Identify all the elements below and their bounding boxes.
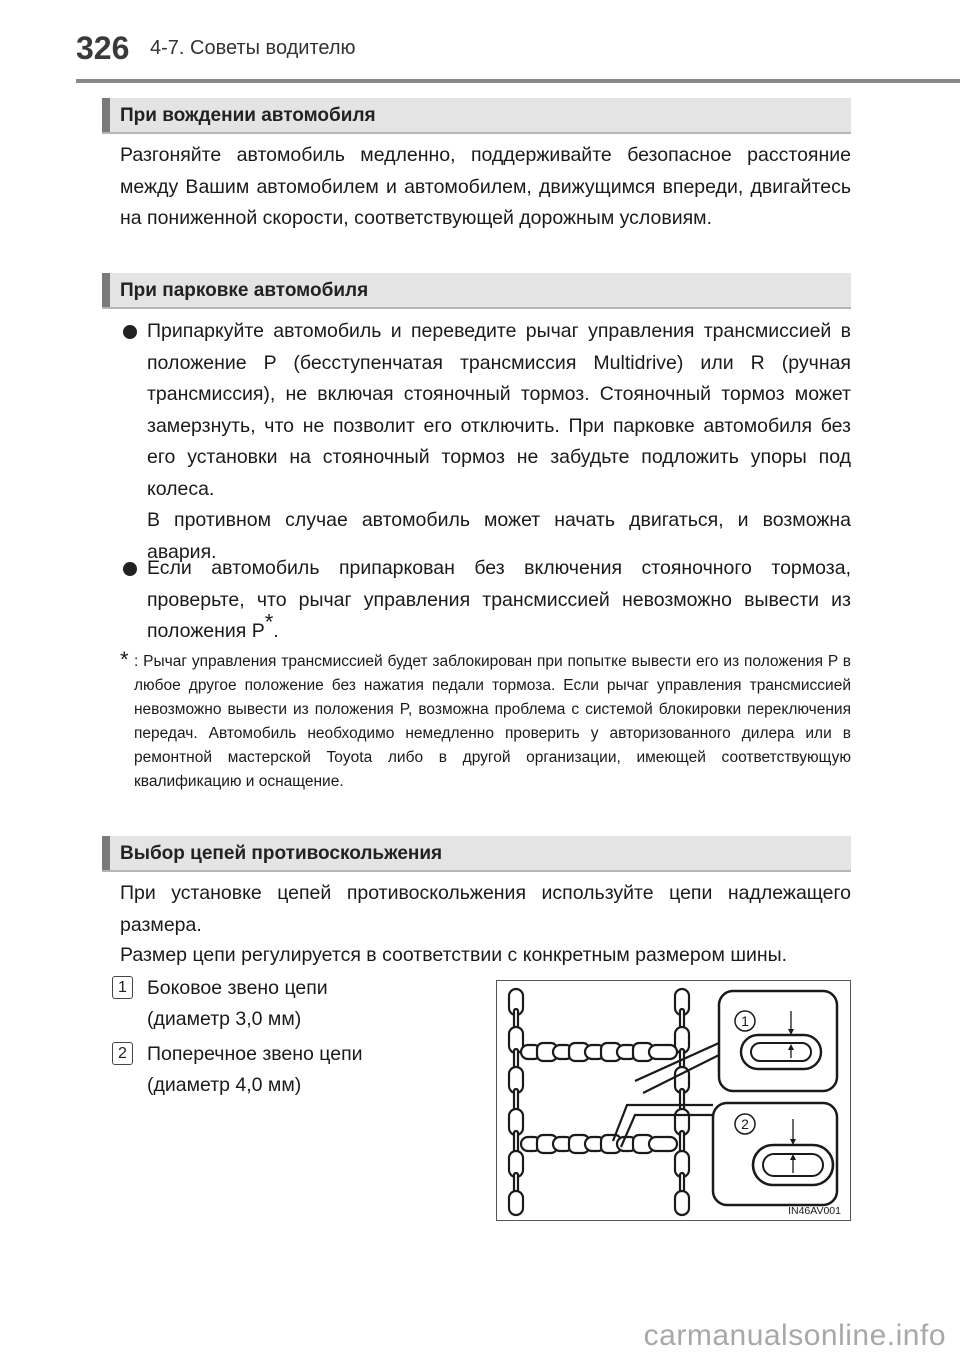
section-header-chains [102,836,851,872]
bullet-text-main: Если автомобиль припаркован без включения стояночного тормоза, проверьте, что рычаг управления трансмиссией невозможно вывести из положения P [147,557,851,642]
callout-box-1 [719,991,837,1091]
callout-label: 2 [741,1116,749,1132]
legend-label: Поперечное звено цепи [147,1043,363,1065]
bullet-text [147,316,851,568]
top-rule [76,79,960,83]
section-title: Выбор цепей противоскольжения [120,843,443,864]
chapter-title: 4-7. Советы водителю [150,37,356,59]
section-header-driving [102,98,851,134]
footnote-mark: * [120,647,129,672]
callout-box-2 [713,1103,837,1205]
footnote-text: : Рычаг управления трансмиссией будет заблокирован при попытке вывести его из положения P в любое другое положение без нажатия педали тормоза. Если рычаг управления трансмиссией невозможно вывести из положения P, возможна проблема с системой блокировки переключения передач. Автомобиль необходимо немедленно проверить у авторизованного дилера или в ремонтной мастерской Toyota либо в другой организации, имеющей соответствующую квалификацию и оснащение. [134,653,851,790]
bullet-dot-icon [123,562,137,576]
side-chain-right [675,989,689,1215]
legend-detail: (диаметр 3,0 мм) [147,1008,302,1030]
callout-number: 2 [112,1042,133,1065]
figure-code: IN46AV001 [788,1205,841,1217]
legend-detail: (диаметр 4,0 мм) [147,1074,302,1096]
section-bar [102,836,110,870]
cross-chain-top [521,1043,677,1061]
driving-paragraph: Разгоняйте автомобиль медленно, поддерживайте безопасное расстояние между Вашим автомобилем и автомобилем, движущимся впереди, двигайтесь на пониженной скорости, соответствующей дорожным условиям. [120,144,851,229]
bullet-item [120,316,851,568]
legend-item [112,973,482,1035]
page-number: 326 [76,30,130,66]
footnote-reference: * [264,609,274,635]
bullet-dot-icon [123,325,137,339]
chains-paragraph: При установке цепей противоскольжения используйте цепи надлежащего размера. [120,882,851,936]
legend-item [112,1039,482,1101]
callout-label: 1 [741,1013,749,1029]
section-title: При парковке автомобиля [120,280,369,301]
bullet-paragraph: В противном случае автомобиль может начать двигаться, и возможна авария. [147,509,851,563]
bullet-text [147,553,851,648]
section-bar [102,98,110,132]
cross-chain-bottom [521,1135,677,1153]
footnote [120,647,851,794]
section-bar [102,273,110,307]
section-header-parking [102,273,851,309]
bullet-item [120,553,851,648]
chain-links [509,989,689,1215]
side-chain-left [509,989,523,1215]
chain-diagram [497,981,849,1219]
chain-illustration [496,980,851,1221]
watermark: carmanualsonline.info [643,1319,946,1352]
legend-label: Боковое звено цепи [147,977,328,999]
bullet-text-end: . [273,620,279,642]
chains-paragraph: Размер цепи регулируется в соответствии с конкретным размером шины. [120,944,788,966]
callout-number: 1 [112,976,133,999]
bullet-paragraph: Припаркуйте автомобиль и переведите рычаг управления трансмиссией в положение P (бесступенчатая трансмиссия Multidrive) или R (ручная трансмиссия), не включая стояночный тормоз. Стояночный тормоз может замерзнуть, что не позволит его отключить. При парковке автомобиля без его установки на стояночный тормоз не забудьте подложить упоры под колеса. [147,320,851,500]
section-title: При вождении автомобиля [120,105,376,126]
